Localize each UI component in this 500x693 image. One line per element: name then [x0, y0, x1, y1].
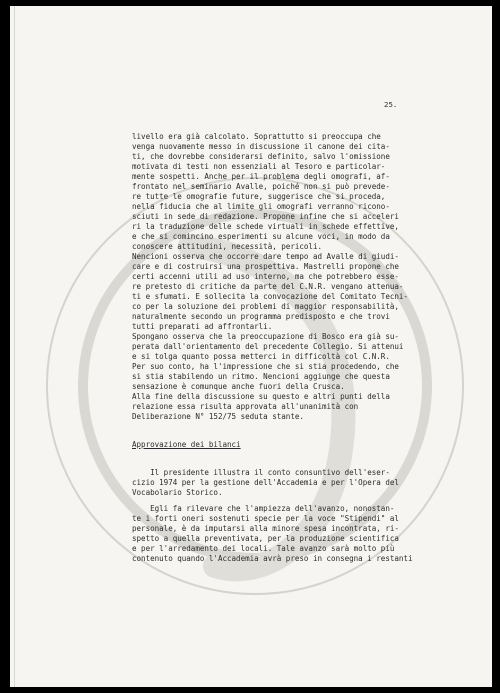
text-line: Per suo conto, ha l'impressione che si stia procedendo, che [132, 362, 399, 371]
text-line: personale, è da imputarsi alla minore spesa incontrata, ri- [132, 524, 399, 533]
text-line: ri la traduzione delle schede virtuali in schede effettive, [132, 222, 399, 231]
text-line: naturalmente secondo un programma predisposto e che trovi [132, 312, 390, 321]
text-line: mente sospetti. Anche per il problema degli omografi, af- [132, 172, 390, 181]
text-line: frontato nel seminario Avalle, poiché non si può prevede- [132, 182, 390, 191]
text-line: e si tolga quanto possa metterci in difficoltà col C.N.R. [132, 352, 390, 361]
text-line: sciuti in sede di redazione. Propone infine che si acceleri [132, 212, 399, 221]
text-line: certi accenni utili ad uso interno, ma che potrebbero esse- [132, 272, 399, 281]
text-line: contenuto quando l'Accademia avrà preso in consegna i restanti [132, 554, 413, 563]
text-line: venga nuovamente messo in discussione il canone dei cita- [132, 142, 390, 151]
text-line: relazione essa risulta approvata all'unanimità con [132, 402, 359, 411]
text-line: co per la soluzione dei problemi di maggior responsabilità, [132, 302, 399, 311]
text-line: sensazione è comunque anche fuori della Crusca. [132, 382, 345, 391]
text-line: Egli fa rilevare che l'ampiezza dell'avanzo, nonostan- [132, 504, 395, 513]
text-line: si stia stabilendo un ritmo. Nencioni aggiunge che questa [132, 372, 390, 381]
text-line: perata dall'orientamento del precedente Collegio. Si attenui [132, 342, 404, 351]
text-line: nella fiducia che al limite gli omografi verranno ricono- [132, 202, 390, 211]
text-line: Nencioni osserva che occorre dare tempo ad Avalle di giudi- [132, 252, 399, 261]
text-line: cizio 1974 per la gestione dell'Accademia e per l'Opera del [132, 478, 399, 487]
document-page [10, 6, 492, 687]
text-line: tutti preparati ad affrontarli. [132, 322, 273, 331]
text-line: livello era già calcolato. Soprattutto si preoccupa che [132, 132, 381, 141]
text-line: e che si comincino esperimenti su alcune voci, in modo da [132, 232, 390, 241]
text-line: Deliberazione N° 152/75 seduta stante. [132, 412, 304, 421]
text-line: e per l'arredamento dei locali. Tale avanzo sarà molto più [132, 544, 395, 553]
text-line: re pretesto di critiche da parte del C.N.R. vengano attenua- [132, 282, 404, 291]
text-line: Spongano osserva che la preoccupazione di Bosco era già su- [132, 332, 399, 341]
page-number: 25. [384, 100, 398, 109]
text-line: te i forti oneri sostenuti specie per la voce "Stipendi" al [132, 514, 399, 523]
text-line: motivata di testi non essenziali al Tesoro e particolar- [132, 162, 386, 171]
text-line: Il presidente illustra il conto consuntivo dell'eser- [132, 468, 390, 477]
text-line: conoscere attitudini, necessità, pericoli. [132, 242, 322, 251]
section-heading: Approvazione dei bilanci [132, 440, 241, 449]
text-line: Alla fine della discussione su questo e altri punti della [132, 392, 390, 401]
text-line: ti e sfumati. E sollecita la convocazione del Comitato Tecni- [132, 292, 408, 301]
text-line: care e di costruirsi una prospettiva. Mastrelli propone che [132, 262, 399, 271]
page-fold-line [14, 6, 15, 687]
text-line: Vocabolario Storico. [132, 488, 223, 497]
text-line: re tutte le omografie future, suggerisce che si proceda, [132, 192, 386, 201]
text-line: ti, che dovrebbe considerarsi definito, salvo l'omissione [132, 152, 390, 161]
text-line: spetto a quella preventivata, per la produzione scientifica [132, 534, 399, 543]
